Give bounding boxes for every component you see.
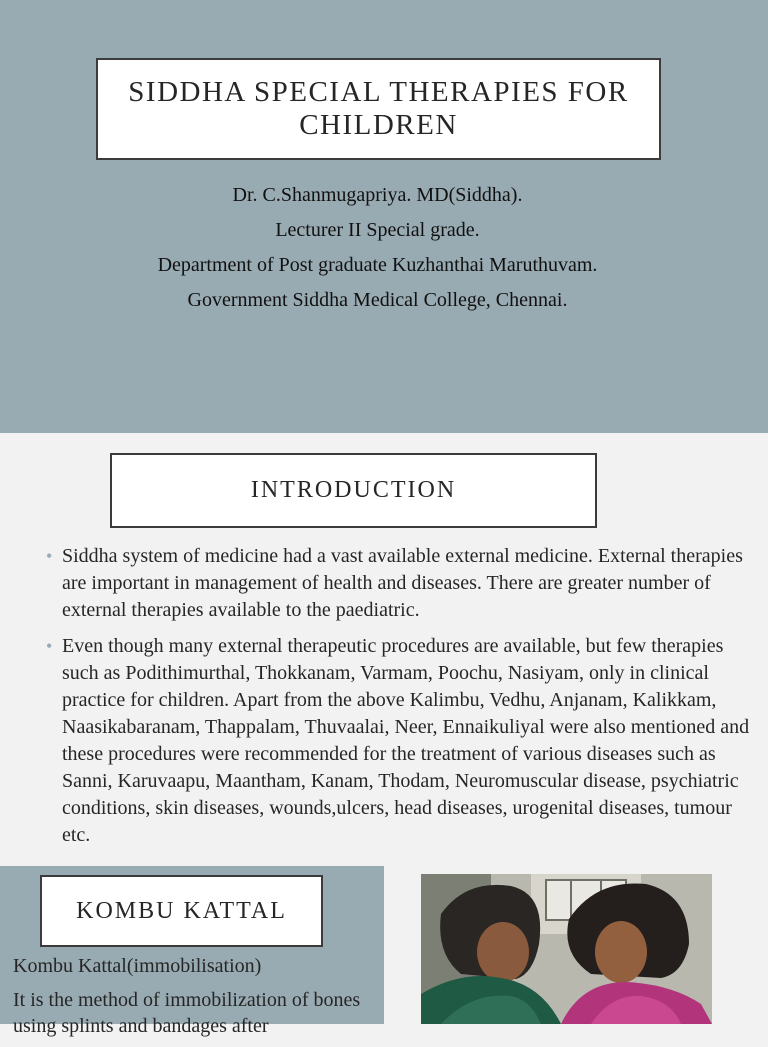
title-slide <box>0 0 768 433</box>
left-panel <box>0 866 384 1037</box>
photo-illustration <box>421 874 712 1024</box>
title-box <box>96 58 661 160</box>
presentation-title: SIDDHA SPECIAL THERAPIES FOR CHILDREN <box>128 76 629 141</box>
kombu-paragraph: It is the method of immobilization of bones using splints and bandages after <box>13 989 361 1037</box>
kombu-heading-box <box>40 875 323 947</box>
bullet-icon: • <box>46 546 53 566</box>
author-department: Department of Post graduate Kuzhanthai Maruthuvam. <box>157 254 598 276</box>
introduction-slide <box>0 433 768 866</box>
introduction-bullet-list <box>46 543 751 858</box>
bullet-text: Siddha system of medicine had a vast available external medicine. External therapies are important in management of health and diseases. There are greater number of external therapies available to the paediatric. <box>62 545 743 621</box>
author-institution: Government Siddha Medical College, Chennai. <box>187 289 568 311</box>
bullet-text: Even though many external therapeutic procedures are available, but few therapies such as Podithimurthal, Thokkanam, Varmam, Poochu, Nasiyam, only in clinical practice for children. Apart from the above Kalimbu, Vedhu, Anjanam, Kalikkam, Naasikabaranam, Thappalam, Thuvaalai, Neer, Ennaikuliyal were also mentioned and these procedures were recommended for the treatment of various diseases such as Sanni, Karuvaapu, Maantham, Kanam, Thodam, Neuromuscular disease, psychiatric conditions, skin diseases, wounds,ulcers, head diseases, urogenital diseases, tumour etc. <box>62 635 750 846</box>
therapy-photo <box>421 874 712 1024</box>
kombu-body <box>13 953 378 1047</box>
list-item <box>46 543 751 624</box>
author-block <box>0 178 755 318</box>
author-name: Dr. C.Shanmugapriya. MD(Siddha). <box>232 184 523 206</box>
author-designation: Lecturer II Special grade. <box>275 219 480 241</box>
introduction-heading: INTRODUCTION <box>250 477 457 503</box>
kombu-heading: KOMBU KATTAL <box>76 897 287 924</box>
bullet-icon: • <box>46 636 53 656</box>
list-item <box>46 633 751 849</box>
kombu-paragraph: Kombu Kattal(immobilisation) <box>13 955 262 977</box>
kombu-kattal-slide <box>0 866 768 1037</box>
introduction-heading-box <box>110 453 597 528</box>
